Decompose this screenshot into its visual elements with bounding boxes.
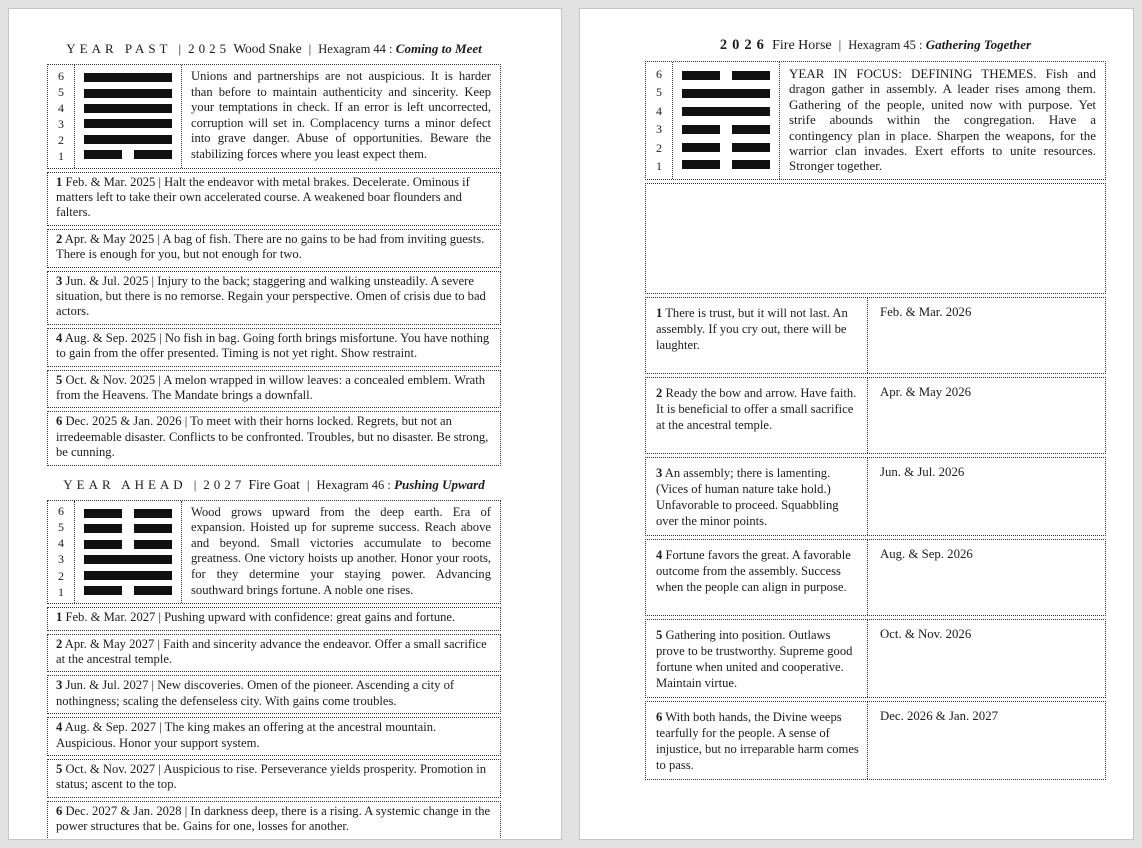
line-reading-row <box>645 701 1106 780</box>
period-cell: Jun. & Jul. 2026 <box>880 464 965 479</box>
line-reading-text: Fortune favors the great. A favorable outcome from the assembly. Success when the people can align in purpose. <box>656 547 851 594</box>
hexagram-ref: Hexagram 46 : <box>316 477 391 492</box>
line-reading-row <box>47 759 501 798</box>
line-reading-row <box>47 634 501 673</box>
hexagram-line-numbers: 6 5 4 3 2 1 <box>646 62 673 179</box>
line-reading-row <box>645 619 1106 698</box>
line-reading-text: Jun. & Jul. 2027 | New discoveries. Omen of the pioneer. Ascending a city of nothingness; scaling the defenseless city. With gains come troubles. <box>56 678 455 708</box>
line-reading-text-cell <box>646 378 868 453</box>
line-reading-text: Dec. 2025 & Jan. 2026 | To meet with their horns locked. Regrets, but not an irredeemable disaster. Conflicts to be confronted. Troubles, but no disaster. Be strong, be cunning. <box>56 414 489 460</box>
line-reading-row <box>47 328 501 367</box>
line-number: 2 <box>56 231 63 246</box>
line-reading-text: Jun. & Jul. 2025 | Injury to the back; staggering and walking unsteadily. A severe situation, but there is no remorse. Regain your perspective. Omen of crisis due to bad actors. <box>56 273 486 319</box>
line-reading-text: Dec. 2027 & Jan. 2028 | In darkness deep, there is a rising. A systemic change in the power structures that be. Gains for one, losses for another. <box>56 803 491 834</box>
line-reading-text-cell <box>646 458 868 535</box>
line-number: 5 <box>56 762 63 777</box>
hexagram-45-table <box>645 61 1106 180</box>
line-number: 1 <box>56 610 63 625</box>
line-reading-text: Feb. & Mar. 2027 | Pushing upward with confidence: great gains and fortune. <box>65 610 456 625</box>
notes-box <box>645 183 1106 294</box>
line-number: 6 <box>56 414 63 429</box>
section-header-year-past <box>47 41 501 57</box>
zodiac-label: Fire Goat <box>248 476 300 492</box>
line-reading-row <box>47 717 501 756</box>
line-reading-row <box>47 801 501 840</box>
separator: | <box>193 476 197 492</box>
year-label: 2027 <box>203 476 246 492</box>
zodiac-label: Fire Horse <box>772 38 832 53</box>
line-reading-row <box>47 172 501 226</box>
hexagram-name: Coming to Meet <box>395 41 482 56</box>
year-label: 2025 <box>188 41 231 56</box>
line-reading-row <box>47 675 501 714</box>
line-number: 1 <box>656 305 663 320</box>
line-reading-text-cell <box>646 298 868 373</box>
hexagram-line-numbers: 6 5 4 3 2 1 <box>48 501 75 604</box>
line-number: 4 <box>56 330 63 345</box>
period-cell: Dec. 2026 & Jan. 2027 <box>880 708 998 723</box>
period-cell: Oct. & Nov. 2026 <box>880 626 972 641</box>
separator: | <box>306 476 310 492</box>
left-page <box>8 8 562 840</box>
line-number: 5 <box>56 372 63 387</box>
line-reading-text: Apr. & May 2025 | A bag of fish. There are no gains to be had from inviting guests. There is enough for you, but not enough for two. <box>56 231 485 262</box>
hexagram-description: Unions and partnerships are not auspicious. It is harder than before to maintain authenticity and sincerity. Keep your temptations in check. If an error is left uncorrected, corruption will set in. Complacency turns a minor defect into grave danger. Abuse of opportunities. Beware the stabilizing forces where you least expect them. <box>191 69 491 161</box>
hexagram-line-numbers: 6 5 4 3 2 1 <box>48 65 75 168</box>
line-number: 5 <box>656 627 663 642</box>
year-past-section <box>47 41 501 466</box>
line-reading-row <box>645 377 1106 454</box>
hexagram-ref: Hexagram 45 : <box>848 38 923 52</box>
line-reading-text-cell <box>646 620 868 697</box>
line-reading-row <box>645 457 1106 536</box>
line-reading-row <box>47 271 501 325</box>
line-number: 3 <box>656 465 663 480</box>
era-label: YEAR AHEAD <box>63 476 187 492</box>
hexagram-44-diagram <box>75 65 182 168</box>
right-page <box>579 8 1134 840</box>
line-number: 2 <box>656 385 663 400</box>
year-label: 2026 <box>719 37 769 53</box>
hexagram-description: YEAR IN FOCUS: DEFINING THEMES. Fish and dragon gather in assembly. A leader rises among them. Gathering of the people, united now with purpose. Yet strife abounds within the congregation. Have a contingency plan in place. Sharpen the weapons, for the warrior clan invades. Exert efforts to unite resources. Stronger together. <box>789 66 1096 174</box>
line-reading-text-cell <box>646 702 868 779</box>
line-reading-text: There is trust, but it will not last. An assembly. If you cry out, there will be laughter. <box>656 305 848 352</box>
era-label: YEAR PAST <box>66 41 172 56</box>
hexagram-name: Gathering Together <box>925 37 1032 52</box>
line-number: 4 <box>56 720 63 735</box>
hexagram-45-diagram <box>673 62 780 179</box>
line-reading-row <box>47 229 501 268</box>
line-reading-text: Aug. & Sep. 2027 | The king makes an offering at the ancestral mountain. Auspicious. Honor your support system. <box>56 720 437 750</box>
hexagram-46-table <box>47 500 501 605</box>
line-reading-row <box>47 607 501 630</box>
year-ahead-section <box>47 477 501 840</box>
hexagram-46-diagram <box>75 501 182 604</box>
line-reading-row <box>645 539 1106 616</box>
line-reading-text: Apr. & May 2027 | Faith and sincerity advance the endeavor. Offer a small sacrifice at the ancestral temple. <box>56 636 487 667</box>
separator: | <box>178 41 182 56</box>
line-reading-text: Oct. & Nov. 2025 | A melon wrapped in willow leaves: a concealed emblem. Wrath from the Heavens. The Mandate brings a downfall. <box>56 372 486 403</box>
line-reading-text: Feb. & Mar. 2025 | Halt the endeavor with metal brakes. Decelerate. Ominous if matters left to take their own accelerated course. A weakened boar flounders and falters. <box>56 174 470 220</box>
separator: | <box>838 37 842 52</box>
period-cell: Feb. & Mar. 2026 <box>880 304 972 319</box>
section-header-year-current <box>645 37 1106 54</box>
line-number: 1 <box>56 174 63 189</box>
zodiac-label: Wood Snake <box>233 41 302 56</box>
hexagram-name: Pushing Upward <box>394 476 485 492</box>
hexagram-ref: Hexagram 44 : <box>318 42 393 56</box>
period-cell: Apr. & May 2026 <box>880 384 971 399</box>
line-number: 4 <box>656 547 663 562</box>
line-number: 3 <box>56 273 63 288</box>
line-number: 2 <box>56 636 63 651</box>
line-number: 6 <box>56 803 63 818</box>
separator: | <box>308 41 312 56</box>
hexagram-description: Wood grows upward from the deep earth. Era of expansion. Hoisted up for supreme success. Reach above and beyond. Small victories accumulate to become greatness. One victory hoists up another. Honor your roots, for they determine your staying power. Advancing southward brings fortune. A noble one rises. <box>191 504 491 597</box>
line-reading-text: Ready the bow and arrow. Have faith. It is beneficial to offer a small sacrifice at the ancestral temple. <box>656 385 857 432</box>
period-cell: Aug. & Sep. 2026 <box>880 546 973 561</box>
line-reading-text-cell <box>646 540 868 615</box>
line-reading-text: Gathering into position. Outlaws prove to be trustworthy. Supreme good fortune when united and cooperative. Maintain virtue. <box>656 627 853 690</box>
line-reading-text: Oct. & Nov. 2027 | Auspicious to rise. Perseverance yields prosperity. Promotion in status; ascent to the top. <box>56 762 487 792</box>
line-reading-row <box>47 370 501 409</box>
section-header-year-ahead <box>47 477 501 493</box>
line-reading-text: Aug. & Sep. 2025 | No fish in bag. Going forth brings misfortune. You have nothing to gain from the offer presented. Timing is not yet right. Show restraint. <box>56 330 490 361</box>
line-number: 3 <box>56 678 63 693</box>
line-reading-row <box>47 411 501 465</box>
line-reading-text: An assembly; there is lamenting. (Vices of human nature take hold.) Unfavorable to proceed. Squabbling over the minor points. <box>656 465 839 528</box>
line-reading-text: With both hands, the Divine weeps tearfully for the people. A sense of injustice, but no irreparable harm comes to pass. <box>656 709 859 772</box>
line-reading-row <box>645 297 1106 374</box>
hexagram-44-table <box>47 64 501 169</box>
line-number: 6 <box>656 709 663 724</box>
